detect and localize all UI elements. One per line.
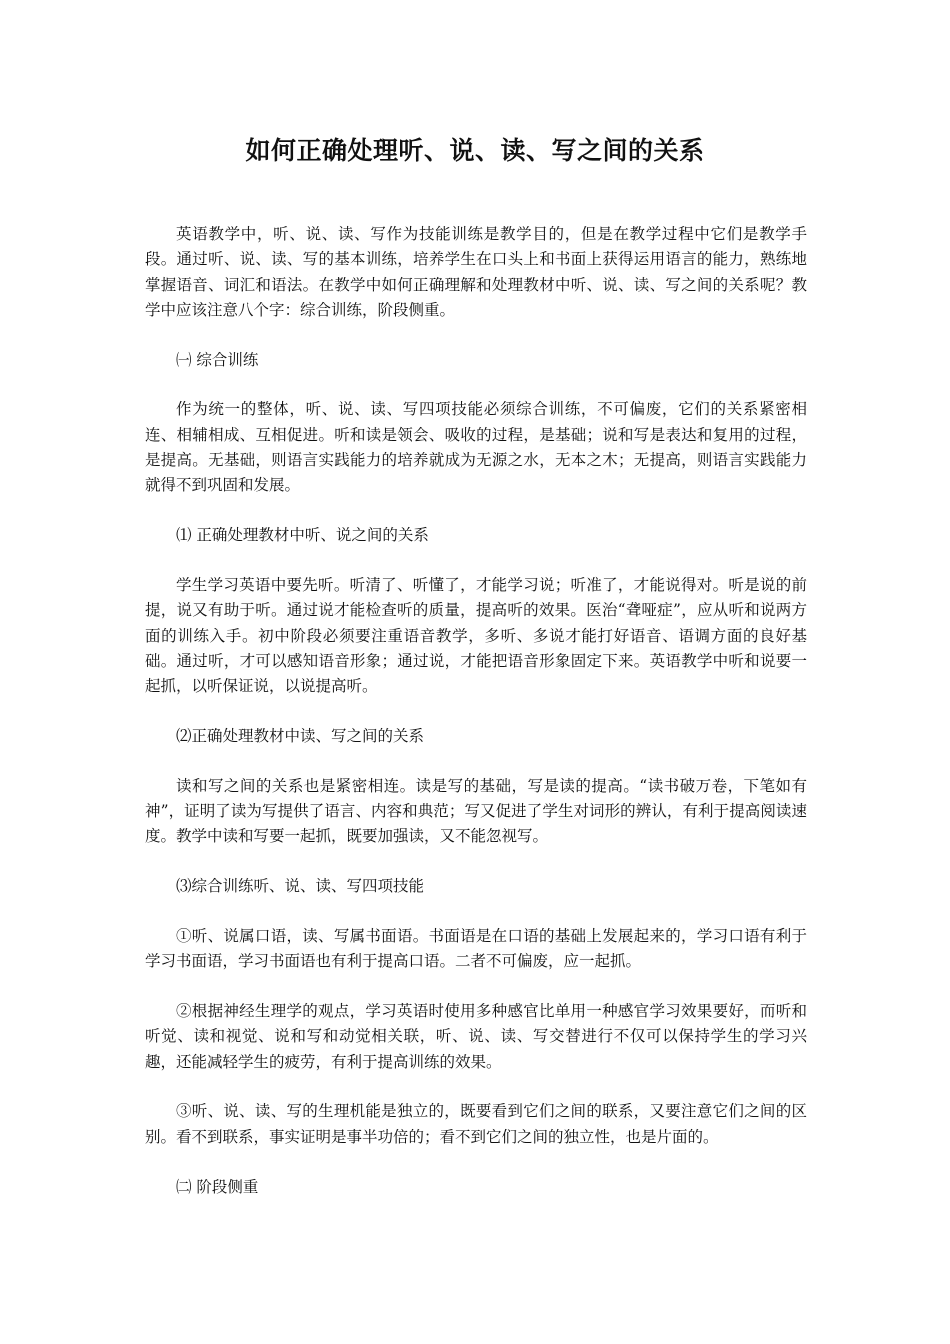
document-title: 如何正确处理听、说、读、写之间的关系: [245, 136, 705, 165]
subheading-four-skills: ⑶综合训练听、说、读、写四项技能: [176, 877, 425, 896]
four-skills-point-1: ①听、说属口语，读、写属书面语。书面语是在口语的基础上发展起来的，学习口语有利于学习书面语，学习书面语也有利于提高口语。二者不可偏废，应一起抓。: [145, 926, 807, 971]
section-heading-stage-emphasis: ㈡ 阶段侧重: [176, 1177, 259, 1196]
four-skills-point-3: ③听、说、读、写的生理机能是独立的，既要看到它们之间的联系，又要注意它们之间的区别。看不到联系，事实证明是事半功倍的；看不到它们之间的独立性，也是片面的。: [145, 1102, 807, 1146]
listening-speaking-paragraph: 学生学习英语中要先听。听清了、听懂了，才能学习说；听准了，才能说得对。听是说的前提，说又有助于听。通过说才能检查听的质量，提高听的效果。医治“聋哑症”，应从听和说两方面的训练入手。初中阶段必须要注重语音教学，多听、多说才能打好语音、语调方面的良好基础。通过听，才可以感知语音形象；通过说，才能把语音形象固定下来。英语教学中听和说要一起抓，以听保证说，以说提高听。: [145, 575, 807, 696]
section-heading-comprehensive-training: ㈠ 综合训练: [176, 350, 259, 369]
comprehensive-training-paragraph: 作为统一的整体，听、说、读、写四项技能必须综合训练，不可偏废，它们的关系紧密相连、相辅相成、互相促进。听和读是领会、吸收的过程，是基础；说和写是表达和复用的过程，是提高。无基础，则语言实践能力的培养就成为无源之水，无本之木；无提高，则语言实践能力就得不到巩固和发展。: [145, 400, 807, 495]
document-body: [145, 222, 807, 1224]
reading-writing-paragraph: 读和写之间的关系也是紧密相连。读是写的基础，写是读的提高。“读书破万卷，下笔如有神”，证明了读为写提供了语言、内容和典范；写又促进了学生对词形的辨认，有利于提高阅读速度。教学中读和写要一起抓，既要加强读，又不能忽视写。: [145, 776, 807, 846]
intro-paragraph: 英语教学中，听、说、读、写作为技能训练是教学目的，但是在教学过程中它们是教学手段。通过听、说、读、写的基本训练，培养学生在口头上和书面上获得运用语言的能力，熟练地掌握语音、词汇和语法。在教学中如何正确理解和处理教材中听、说、读、写之间的关系呢？教学中应该注意八个字：综合训练，阶段侧重。: [145, 225, 807, 319]
subheading-reading-writing: ⑵正确处理教材中读、写之间的关系: [176, 726, 425, 745]
subheading-listening-speaking: ⑴ 正确处理教材中听、说之间的关系: [176, 526, 429, 545]
four-skills-point-2: ②根据神经生理学的观点，学习英语时使用多种感官比单用一种感官学习效果要好，而听和听觉、读和视觉、说和写和动觉相关联，听、说、读、写交替进行不仅可以保持学生的学习兴趣，还能减轻学生的疲劳，有利于提高训练的效果。: [145, 1002, 807, 1071]
